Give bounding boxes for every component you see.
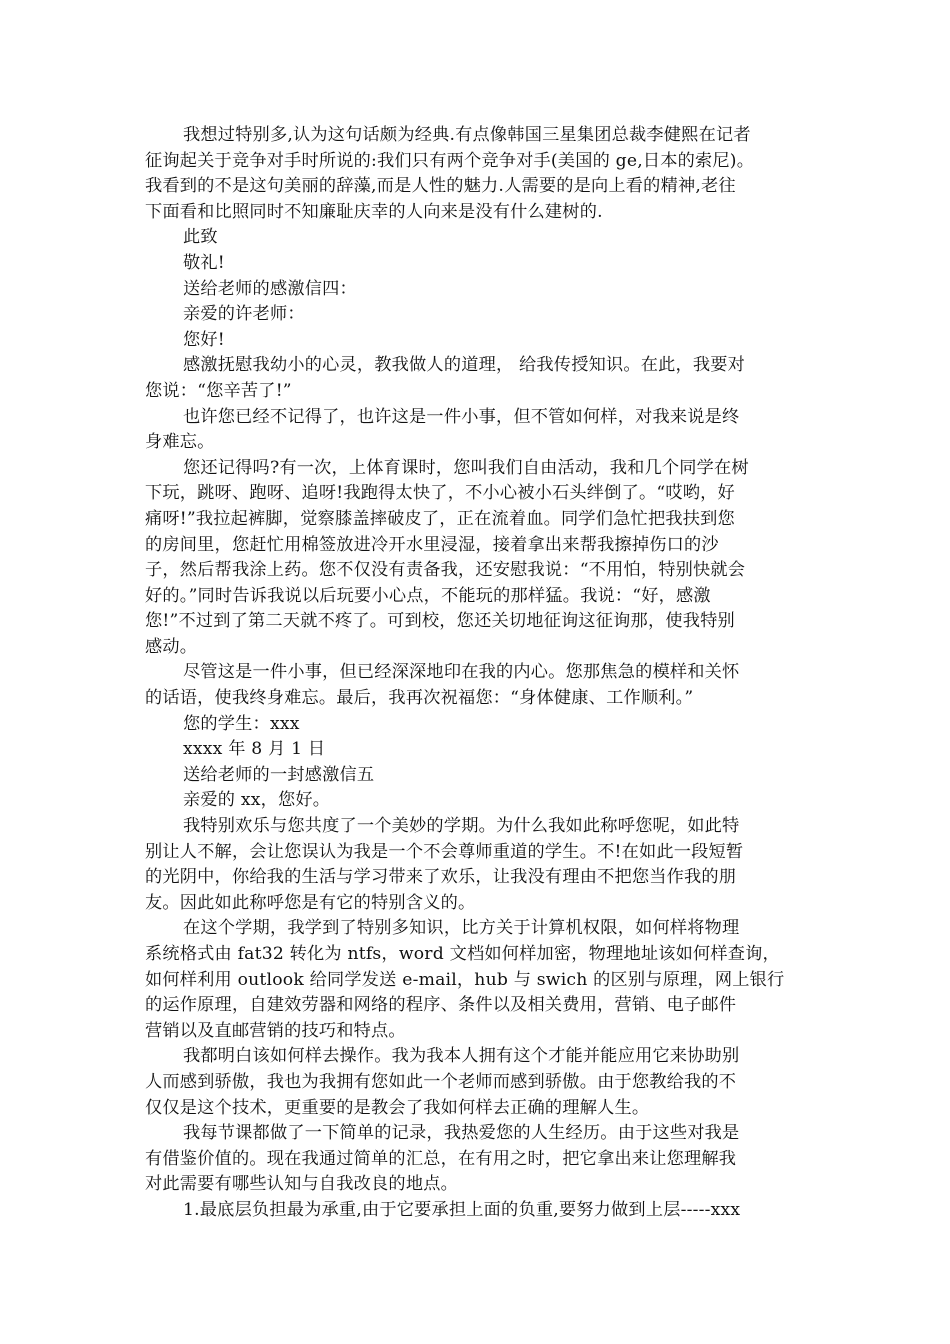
paragraph: [145, 1044, 805, 1121]
paragraph-line: 系统格式由 fat32 转化为 ntfs，word 文档如何样加密，物理地址该如何样查询，: [145, 944, 780, 964]
paragraph-line: 对此需要有哪些认知与自我改良的地点。: [145, 1174, 458, 1195]
paragraph-line: 人而感到骄傲，我也为我拥有您如此一个老师而感到骄傲。由于您教给我的不: [145, 1071, 737, 1092]
paragraph-line: 的房间里，您赶忙用棉签放进冷开水里浸湿，接着拿出来帮我擦掉伤口的沙: [145, 534, 719, 555]
paragraph: [145, 456, 805, 661]
paragraph-line: 我特别欢乐与您共度了一个美妙的学期。为什么我如此称呼您呢，如此特: [183, 816, 740, 837]
paragraph-line: 有借鉴价值的。现在我通过简单的汇总，在有用之时，把它拿出来让您理解我: [145, 1148, 737, 1169]
text-line: 您好!: [183, 329, 225, 350]
paragraph-line: 我每节课都做了一下简单的记录，我热爱您的人生经历。由于这些对我是: [183, 1123, 740, 1144]
paragraph-line: 的运作原理，自建效劳器和网络的程序、条件以及相关费用，营销、电子邮件: [145, 995, 737, 1016]
paragraph-line: 下面看和比照同时不知廉耻庆幸的人向来是没有什么建树的.: [145, 201, 603, 222]
paragraph-line: 尽管这是一件小事，但已经深深地印在我的内心。您那焦急的模样和关怀: [183, 662, 740, 683]
text-line: 您的学生：xxx: [183, 713, 300, 734]
paragraph-line: 友。因此如此称呼您是有它的特别含义的。: [145, 892, 476, 913]
paragraph-line: 在这个学期，我学到了特别多知识，比方关于计算机权限，如何样将物理: [183, 918, 740, 939]
paragraph-line: 我想过特别多,认为这句话颇为经典.有点像韩国三星集团总裁李健熙在记者: [183, 125, 751, 145]
paragraph-line: 子，然后帮我涂上药。您不仅没有责备我，还安慰我说：“不用怕，特别快就会: [145, 560, 746, 581]
text-line: 送给老师的感激信四：: [183, 278, 357, 299]
paragraph-line: 下玩，跳呀、跑呀、追呀!我跑得太快了，不小心被小石头绊倒了。“哎哟，好: [145, 483, 735, 504]
text-line: 亲爱的 xx，您好。: [183, 790, 331, 811]
paragraph-line: 您还记得吗?有一次，上体育课时，您叫我们自由活动，我和几个同学在树: [183, 457, 749, 478]
paragraph-line: 也许您已经不记得了，也许这是一件小事，但不管如何样，对我来说是终: [183, 406, 740, 427]
paragraph-line: 痛呀!”我拉起裤脚，觉察膝盖摔破皮了，正在流着血。同学们急忙把我扶到您: [145, 508, 735, 529]
text-line: 此致: [183, 227, 218, 248]
paragraph-line: 感动。: [145, 636, 198, 657]
paragraph-line: 1.最底层负担最为承重,由于它要承担上面的负重,要努力做到上层-----xxx: [183, 1199, 741, 1220]
paragraph-line: 我都明白该如何样去操作。我为我本人拥有这个才能并能应用它来协助别: [183, 1046, 740, 1067]
paragraph: [145, 814, 805, 916]
paragraph: [145, 1121, 805, 1198]
paragraph-line: 我看到的不是这句美丽的辞藻,而是人性的魅力.人需要的是向上看的精神,老往: [145, 176, 736, 197]
paragraph-line: 的光阴中，你给我的生活与学习带来了欢乐，让我没有理由不把您当作我的朋: [145, 867, 737, 888]
text-line: 敬礼!: [183, 252, 225, 273]
paragraph: [145, 660, 805, 711]
paragraph-line: 好的。”同时告诉我说以后玩要小心点，不能玩的那样猛。我说：“好，感激: [145, 585, 711, 606]
paragraph-line: 如何样利用 outlook 给同学发送 e-mail，hub 与 swich 的区别与原理，网上银行: [145, 969, 785, 990]
paragraph-line: 仅仅是这个技术，更重要的是教会了我如何样去正确的理解人生。: [145, 1097, 650, 1118]
paragraph: [145, 916, 805, 1044]
text-line: xxxx 年 8 月 1 日: [183, 739, 326, 760]
paragraph: [145, 1198, 805, 1224]
paragraph-line: 的话语，使我终身难忘。最后，我再次祝福您：“身体健康、工作顺利。”: [145, 688, 694, 709]
text-line: 亲爱的许老师：: [183, 304, 305, 325]
paragraph: [145, 353, 805, 404]
paragraph: [145, 405, 805, 456]
paragraph-line: 感激抚慰我幼小的心灵，教我做人的道理， 给我传授知识。在此，我要对: [183, 355, 746, 376]
document-body: [145, 123, 805, 1224]
text-line: 送给老师的一封感激信五: [183, 764, 375, 785]
paragraph-line: 征询起关于竞争对手时所说的:我们只有两个竞争对手(美国的 ge,日本的索尼)。: [145, 150, 755, 171]
paragraph-line: 身难忘。: [145, 432, 215, 453]
paragraph-line: 您!”不过到了第二天就不疼了。可到校，您还关切地征询这征询那，使我特别: [145, 611, 735, 632]
paragraph: [145, 123, 805, 225]
paragraph-line: 别让人不解，会让您误认为我是一个不会尊师重道的学生。不!在如此一段短暂: [145, 841, 744, 862]
paragraph-line: 您说：“您辛苦了!”: [145, 380, 292, 401]
paragraph-line: 营销以及直邮营销的技巧和特点。: [145, 1020, 406, 1041]
